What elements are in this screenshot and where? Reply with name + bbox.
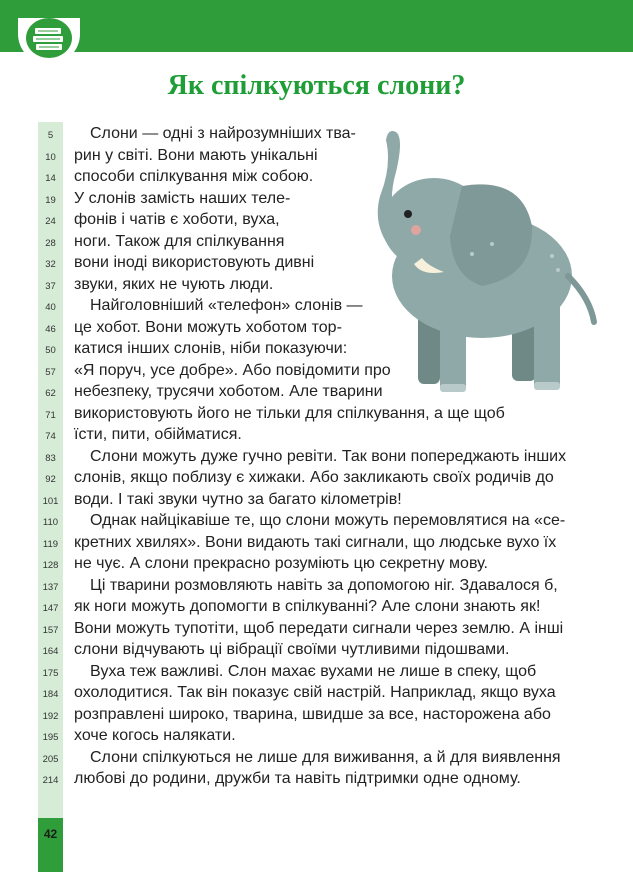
text-line: розправлені широко, тварина, швидше за все, насторожена або bbox=[74, 705, 551, 723]
line-number: 214 bbox=[42, 775, 59, 786]
text-line: охолодитися. Так він показує свій настрій. Наприклад, якщо вуха bbox=[74, 684, 556, 701]
text-line: кретних хвилях». Вони видають такі сигнали, що людське вухо їх bbox=[74, 533, 557, 551]
line-number: 19 bbox=[45, 194, 56, 206]
line-number: 10 bbox=[45, 151, 56, 163]
line-number: 83 bbox=[45, 452, 56, 464]
line-number: 164 bbox=[42, 646, 59, 657]
text-line: як ноги можуть допомогти в спілкуванні? Але слони знають як! bbox=[74, 598, 541, 615]
line-number: 192 bbox=[42, 710, 59, 722]
text-line: хоче когось налякати. bbox=[74, 727, 236, 744]
text-line: не чує. А слони прекрасно розуміють цю секретну мову. bbox=[74, 555, 488, 572]
line-number: 24 bbox=[45, 216, 56, 227]
line-number: 110 bbox=[42, 517, 59, 528]
text-line: Найголовніший «телефон» слонів — bbox=[90, 297, 363, 314]
text-line: Вуха теж важливі. Слон махає вухами не лише в спеку, щоб bbox=[90, 662, 537, 680]
header-badge bbox=[18, 18, 80, 64]
line-number: 175 bbox=[42, 667, 59, 679]
line-number: 137 bbox=[42, 581, 59, 593]
book-stack-icon bbox=[31, 24, 67, 54]
text-line: вони іноді використовують дивні bbox=[74, 254, 315, 271]
text-line: Вони можуть тупотіти, щоб передати сигнали через землю. А інші bbox=[74, 619, 564, 637]
text-line: «Я поруч, усе добре». Або повідомити про bbox=[74, 361, 391, 379]
page-title: Як спілкуються слони? bbox=[167, 70, 466, 101]
text-line: ноги. Також для спілкування bbox=[74, 232, 285, 250]
text-line: їсти, пити, обійматися. bbox=[74, 426, 242, 443]
text-line: фонів і чатів є хоботи, вуха, bbox=[74, 211, 280, 228]
text-line: Слони можуть дуже гучно ревіти. Так вони попереджають інших bbox=[90, 447, 567, 465]
text-line: слони відчувають ці вібрації своїми чутливими підошвами. bbox=[74, 641, 510, 658]
line-number: 74 bbox=[45, 431, 56, 442]
line-number: 128 bbox=[42, 560, 59, 571]
text-line: небезпеку, трусячи хоботом. Але тварини bbox=[74, 383, 383, 400]
page-number: 42 bbox=[43, 827, 58, 841]
text-line: слонів, якщо поблизу є хижаки. Або закликають своїх родичів до bbox=[74, 469, 554, 486]
text-line: Ці тварини розмовляють навіть за допомогою ніг. Здавалося б, bbox=[90, 576, 558, 594]
text-line: способи спілкування між собою. bbox=[74, 168, 314, 185]
elephant-illustration bbox=[322, 126, 607, 396]
line-number: 71 bbox=[45, 409, 56, 421]
line-number: 157 bbox=[42, 624, 59, 636]
line-number: 40 bbox=[45, 302, 56, 313]
text-line: Слони спілкуються не лише для виживання, а й для виявлення bbox=[90, 748, 561, 766]
text-line: Однак найцікавіше те, що слони можуть перемовлятися на «се- bbox=[90, 512, 566, 529]
text-line: У слонів замість наших теле- bbox=[74, 189, 291, 207]
line-number: 5 bbox=[47, 130, 54, 141]
line-number: 32 bbox=[45, 259, 56, 270]
line-number: 147 bbox=[42, 603, 59, 614]
line-number: 57 bbox=[45, 366, 56, 378]
text-line: Слони — одні з найрозумніших тва- bbox=[90, 125, 356, 142]
line-number: 37 bbox=[45, 280, 56, 292]
line-number: 119 bbox=[42, 538, 59, 550]
line-number: 195 bbox=[42, 732, 59, 743]
text-line: катися інших слонів, ніби показуючи: bbox=[74, 340, 348, 357]
text-line: рин у світі. Вони мають унікальні bbox=[74, 146, 318, 164]
line-number: 50 bbox=[45, 345, 56, 356]
text-line: використовують його не тільки для спілкування, а ще щоб bbox=[74, 404, 505, 422]
line-number: 46 bbox=[45, 323, 56, 335]
line-number: 184 bbox=[42, 689, 59, 700]
line-number: 14 bbox=[45, 173, 56, 184]
text-line: це хобот. Вони можуть хоботом тор- bbox=[74, 318, 342, 336]
line-number: 92 bbox=[45, 474, 56, 485]
line-number: 205 bbox=[42, 753, 59, 765]
text-line: любові до родини, дружби та навіть підтримки одне одному. bbox=[74, 770, 521, 787]
line-number: 62 bbox=[45, 388, 56, 399]
text-line: звуки, яких не чують люди. bbox=[74, 275, 274, 293]
line-number: 101 bbox=[42, 495, 59, 507]
line-number: 28 bbox=[45, 237, 56, 249]
text-line: води. І такі звуки чутно за багато кілометрів! bbox=[74, 490, 402, 508]
header-band bbox=[0, 0, 633, 52]
